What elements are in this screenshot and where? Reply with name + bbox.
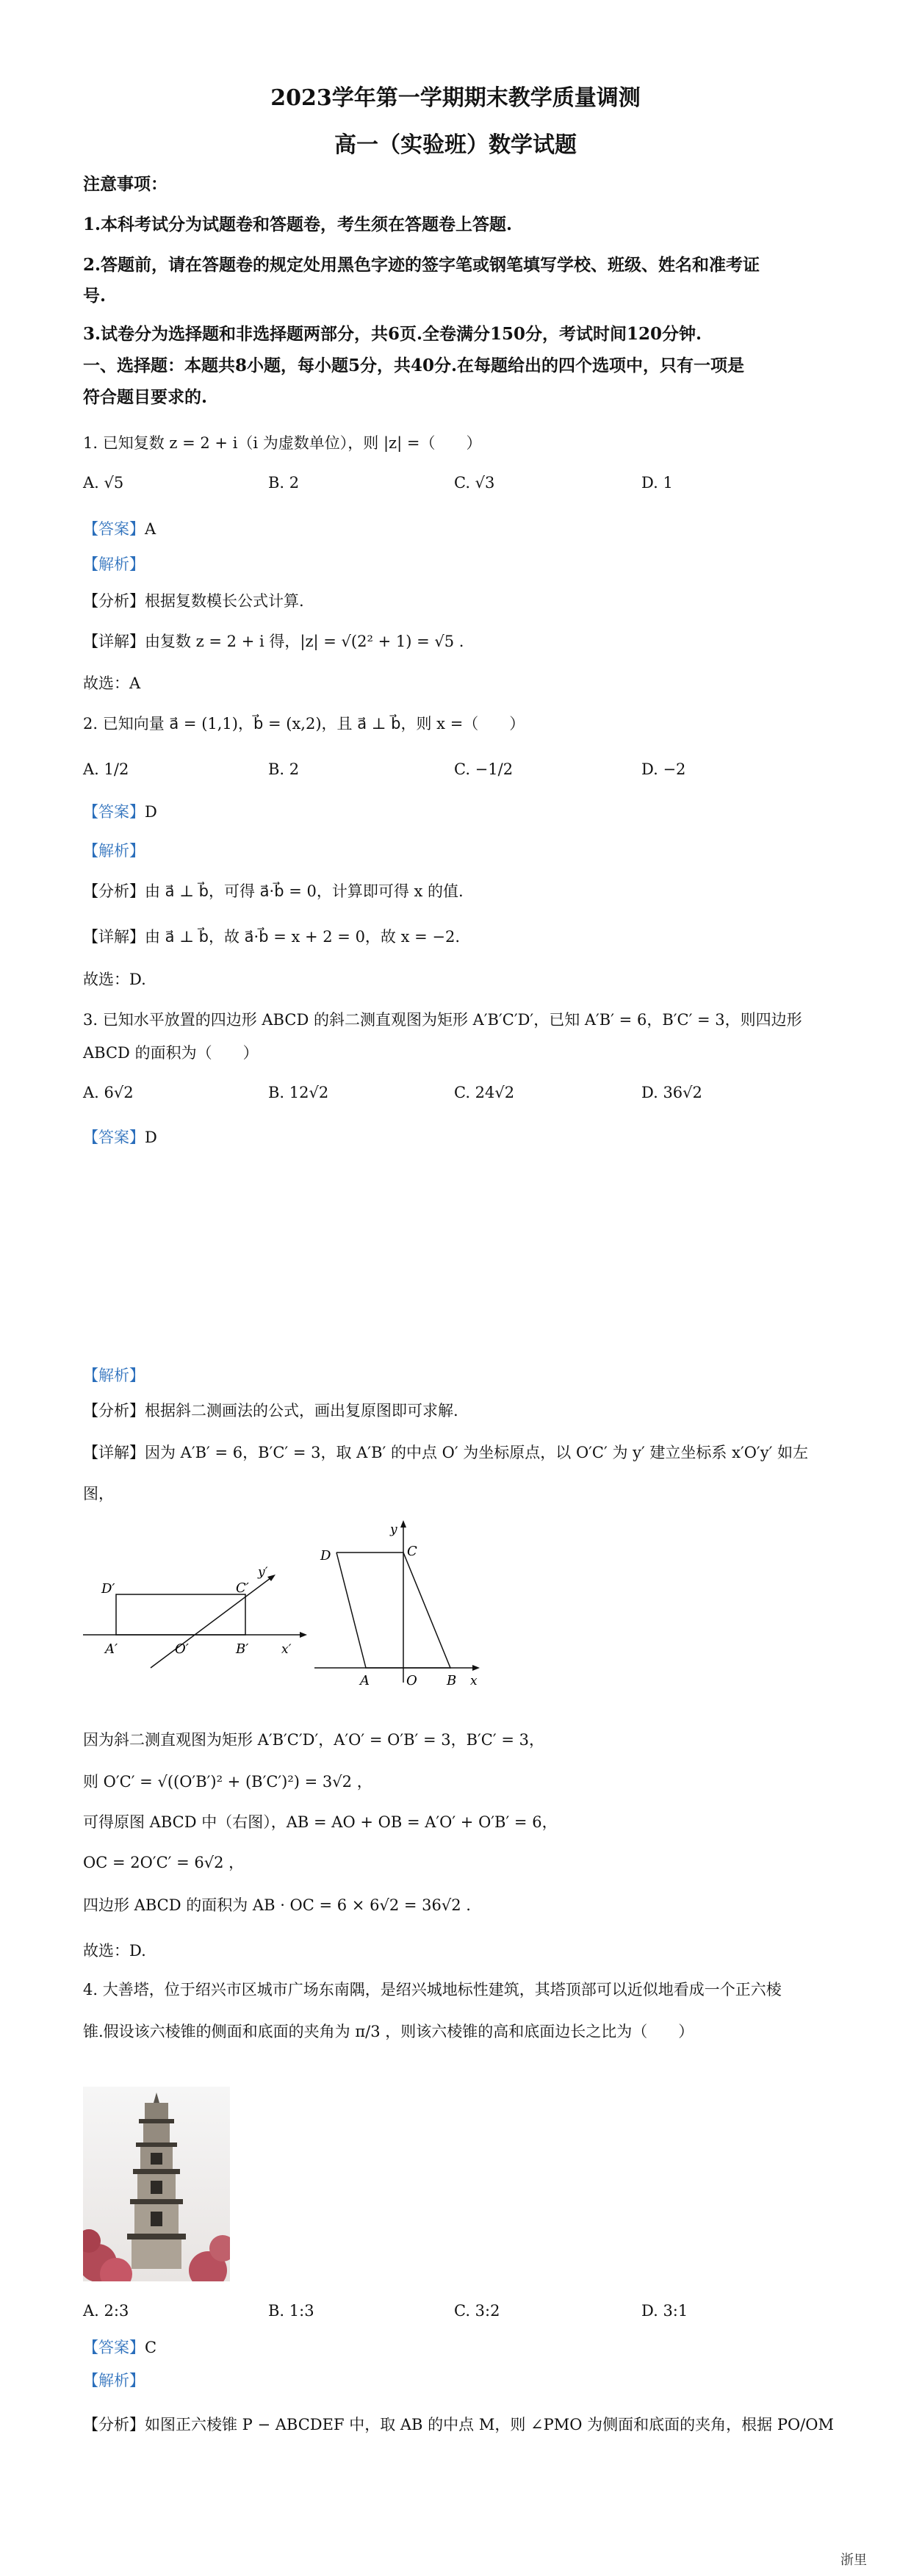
option-d: D. 3:1 [641, 2302, 688, 2320]
answer-line [83, 2333, 156, 2362]
fenxi-tag: 【分析】 [83, 882, 145, 900]
label-b: B [447, 1673, 457, 1688]
section-heading: 符合题目要求的. [83, 387, 208, 407]
detail-tag: 【详解】 [83, 633, 145, 650]
label-d: D [320, 1548, 331, 1564]
rectangle-abcd-prime [116, 1594, 245, 1635]
label-b-prime: B′ [236, 1641, 249, 1657]
fenxi-text: 如图正六棱锥 P − ABCDEF 中，取 AB 的中点 M，则 ∠PMO 为侧面和底面的夹角，根据 PO/OM [145, 2416, 834, 2433]
page-title: 2023学年第一学期期末教学质量调测 [270, 85, 641, 111]
answer-tag: 【答案】 [83, 2339, 145, 2356]
question-stem: 锥.假设该六棱锥的侧面和底面的夹角为 π/3 ，则该六棱锥的高和底面边长之比为（ ） [83, 2023, 694, 2040]
question-stem: 2. 已知向量 a⃗ = (1,1)，b⃗ = (x,2)，且 a⃗ ⊥ b⃗，则 x =（ ） [83, 715, 525, 733]
detail-text: 图， [83, 1485, 114, 1503]
option-a: A. 1/2 [83, 760, 129, 778]
answer-line [83, 1123, 157, 1152]
detail-line [83, 627, 464, 656]
fenxi-line [83, 2410, 834, 2439]
notice-item: 1.本科考试分为试题卷和答题卷，考生须在答题卷上答题. [83, 215, 513, 234]
notice-item: 3.试卷分为选择题和非选择题两部分，共6页.全卷满分150分，考试时间120分钟. [83, 324, 702, 344]
option-a: A. 2:3 [83, 2302, 129, 2320]
label-o-prime: O′ [175, 1641, 189, 1657]
label-c: C [407, 1544, 417, 1559]
option-a: A. 6√2 [83, 1084, 134, 1101]
question-stem: 1. 已知复数 z = 2 + i（i 为虚数单位），则 |z| =（ ） [83, 434, 482, 452]
label-a: A [360, 1673, 370, 1688]
fenxi-line [83, 1396, 458, 1425]
detail-text: 由 a⃗ ⊥ b⃗，故 a⃗·b⃗ = x + 2 = 0，故 x = −2. [145, 928, 461, 946]
detail-tag: 【详解】 [83, 928, 145, 946]
option-a: A. √5 [83, 474, 124, 492]
notice-heading: 注意事项： [83, 174, 168, 194]
option-d: D. 1 [641, 474, 673, 492]
option-c: C. −1/2 [454, 760, 514, 778]
page-subtitle: 高一（实验班）数学试题 [334, 132, 577, 158]
analysis-tag: 【解析】 [83, 555, 145, 573]
label-y: y [390, 1522, 397, 1537]
option-b: B. 2 [268, 760, 300, 778]
choose-value: D. [129, 1942, 146, 1960]
analysis-tag: 【解析】 [83, 2372, 145, 2389]
fenxi-text: 根据复数模长公式计算. [145, 592, 304, 610]
choose-value: D. [129, 971, 146, 988]
fenxi-tag: 【分析】 [83, 592, 145, 610]
answer-tag: 【答案】 [83, 520, 145, 538]
solution-line: OC = 2O′C′ = 6√2 ， [83, 1854, 245, 1871]
detail-line [83, 1438, 808, 1467]
answer-value: D [145, 1129, 157, 1146]
answer-value: A [145, 520, 156, 538]
answer-value: C [145, 2339, 157, 2356]
detail-text: 因为 A′B′ = 6，B′C′ = 3，取 A′B′ 的中点 O′ 为坐标原点，以 O′C′ 为 y′ 建立坐标系 x′O′y′ 如左 [145, 1444, 809, 1461]
answer-value: D [145, 803, 157, 821]
choose-tag: 故选： [83, 1942, 129, 1960]
fenxi-tag: 【分析】 [83, 1402, 145, 1420]
choose-line [83, 1936, 146, 1965]
choose-value: A [129, 674, 141, 692]
label-x-prime: x′ [281, 1642, 292, 1657]
detail-text: 由复数 z = 2 + i 得，|z| = √(2² + 1) = √5 . [145, 633, 464, 650]
fenxi-tag: 【分析】 [83, 2416, 145, 2433]
solution-line: 则 O′C′ = √((O′B′)² + (B′C′)²) = 3√2 ， [83, 1773, 372, 1791]
option-d: D. −2 [641, 760, 686, 778]
choose-tag: 故选： [83, 674, 129, 692]
answer-line [83, 797, 157, 827]
answer-tag: 【答案】 [83, 1129, 145, 1146]
question-stem: 4. 大善塔，位于绍兴市区城市广场东南隅，是绍兴城地标性建筑，其塔顶部可以近似地看成一个正六棱 [83, 1981, 782, 1998]
y-axis-arrow [400, 1520, 406, 1528]
fenxi-line [83, 877, 464, 906]
fenxi-line [83, 586, 304, 616]
choose-line [83, 965, 146, 994]
y-prime-axis [151, 1578, 270, 1668]
option-d: D. 36√2 [641, 1084, 702, 1101]
label-x: x [470, 1674, 478, 1688]
label-a-prime: A′ [105, 1641, 118, 1657]
option-b: B. 12√2 [268, 1084, 329, 1101]
pagoda-image [83, 2087, 230, 2281]
answer-line [83, 514, 156, 544]
option-c: C. 3:2 [454, 2302, 500, 2320]
solution-line: 四边形 ABCD 的面积为 AB · OC = 6 × 6√2 = 36√2 . [83, 1896, 471, 1914]
label-c-prime: C′ [236, 1580, 249, 1596]
notice-item: 2.答题前，请在答题卷的规定处用黑色字迹的签字笔或钢笔填写学校、班级、姓名和准考证 [83, 255, 760, 275]
question-stem: ABCD 的面积为（ ） [83, 1044, 259, 1062]
choose-tag: 故选： [83, 971, 129, 988]
question-stem: 3. 已知水平放置的四边形 ABCD 的斜二测直观图为矩形 A′B′C′D′，已知 A′B′ = 6，B′C′ = 3，则四边形 [83, 1011, 802, 1029]
analysis-tag: 【解析】 [83, 1367, 145, 1384]
answer-tag: 【答案】 [83, 803, 145, 821]
quadrilateral-abcd [336, 1553, 450, 1668]
x-axis-arrow [472, 1665, 480, 1671]
label-o: O [406, 1673, 417, 1688]
detail-tag: 【详解】 [83, 1444, 145, 1461]
oblique-figure [83, 1550, 318, 1690]
notice-item: 号. [83, 286, 107, 306]
original-figure [300, 1517, 491, 1694]
fenxi-text: 根据斜二测画法的公式，画出复原图即可求解. [145, 1402, 458, 1420]
solution-line: 因为斜二测直观图为矩形 A′B′C′D′，A′O′ = O′B′ = 3，B′C′ = 3， [83, 1731, 544, 1749]
analysis-tag: 【解析】 [83, 842, 145, 860]
option-b: B. 2 [268, 474, 300, 492]
label-d-prime: D′ [101, 1581, 115, 1597]
option-c: C. √3 [454, 474, 495, 492]
pagoda-photo [83, 2087, 230, 2281]
detail-line [83, 922, 460, 951]
fenxi-text: 由 a⃗ ⊥ b⃗，可得 a⃗·b⃗ = 0，计算即可得 x 的值. [145, 882, 464, 900]
footer-text: 浙里 [840, 2552, 867, 2568]
choose-line [83, 669, 140, 698]
solution-line: 可得原图 ABCD 中（右图），AB = AO + OB = A′O′ + O′B′ = 6， [83, 1813, 558, 1831]
option-b: B. 1:3 [268, 2302, 314, 2320]
option-c: C. 24√2 [454, 1084, 515, 1101]
label-y-prime: y′ [258, 1565, 268, 1580]
section-heading: 一、选择题：本题共8小题，每小题5分，共40分.在每题给出的四个选项中，只有一项是 [83, 356, 745, 375]
